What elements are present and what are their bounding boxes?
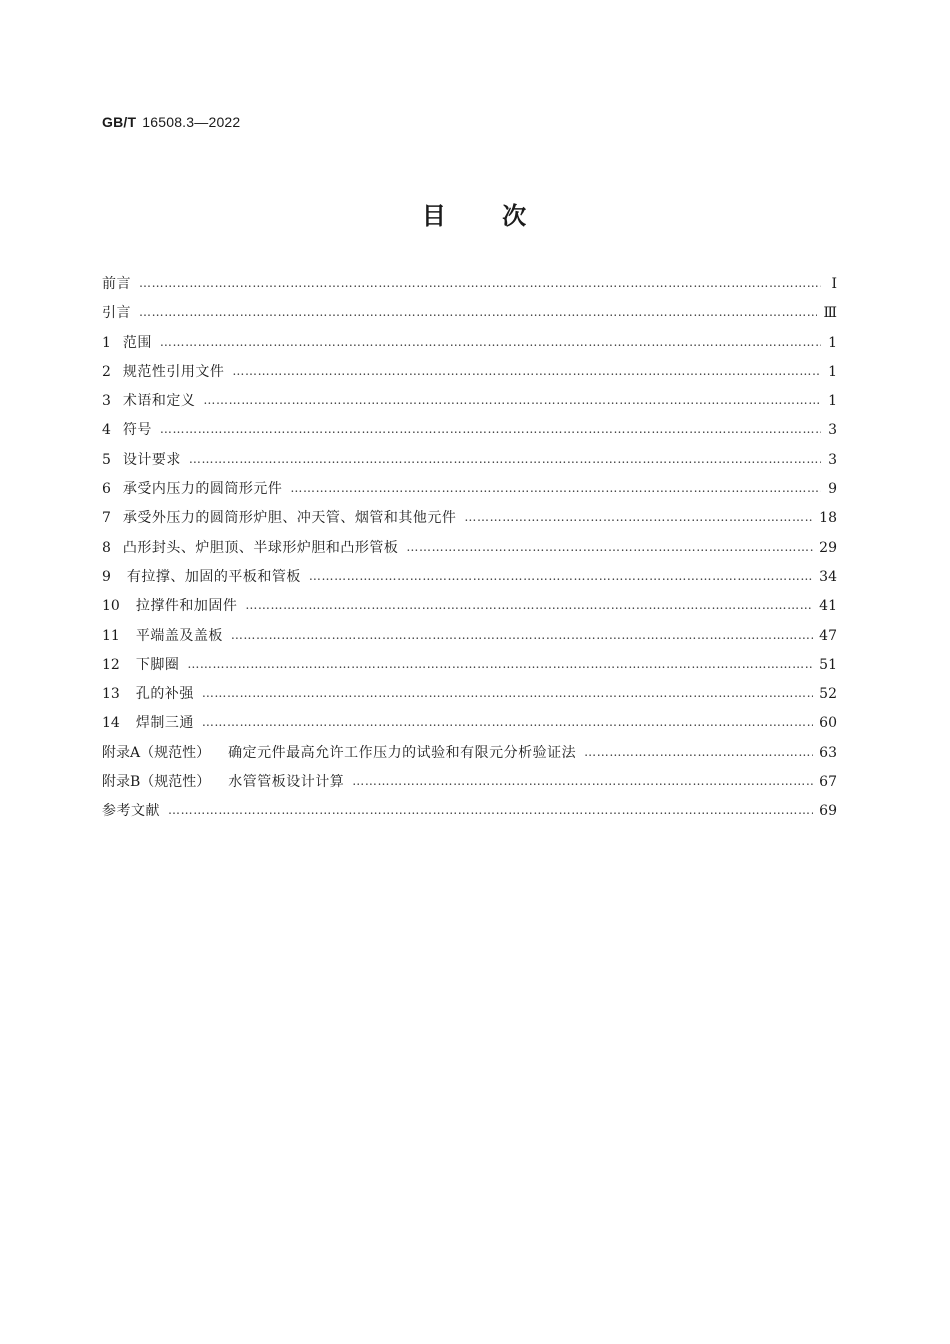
- toc-dot-leader: [202, 679, 813, 708]
- toc-entry-label: 拉撑件和加固件: [135, 598, 238, 615]
- toc-entry-label: 承受外压力的圆筒形炉胆、冲天管、烟管和其他元件: [122, 510, 457, 527]
- toc-dot-leader: [168, 796, 813, 825]
- toc-dot-leader: [139, 269, 821, 298]
- toc-entry-label: 术语和定义: [122, 393, 196, 410]
- toc-entry-number: 14: [102, 715, 120, 732]
- standard-code: [102, 114, 240, 130]
- toc-entry[interactable]: [102, 475, 837, 504]
- toc-entry-label: 确定元件最高允许工作压力的试验和有限元分析验证法: [228, 744, 577, 761]
- toc-entry-label: 水管管板设计计算: [228, 774, 345, 791]
- toc-entry-label: 引言: [102, 305, 131, 322]
- toc-entry-label: 承受内压力的圆筒形元件: [122, 481, 283, 498]
- toc-dot-leader: [203, 386, 821, 415]
- toc-dot-leader: [231, 621, 813, 650]
- toc-dot-leader: [406, 533, 813, 562]
- toc-entry[interactable]: [102, 358, 837, 387]
- toc-page-number: Ⅰ: [831, 276, 837, 292]
- toc-dot-leader: [160, 415, 821, 444]
- toc-entry[interactable]: [102, 651, 837, 680]
- toc-entry[interactable]: [102, 680, 837, 709]
- toc-page-number: 34: [819, 568, 837, 585]
- toc-dot-leader: [202, 708, 813, 737]
- toc-dot-leader: [245, 591, 813, 620]
- toc-entry-number: 13: [102, 686, 120, 703]
- toc-entry-label: 焊制三通: [135, 715, 194, 732]
- toc-entry[interactable]: [102, 416, 837, 445]
- toc-entry[interactable]: [102, 709, 837, 738]
- toc-page-number: 60: [819, 715, 837, 732]
- toc-entry-number: 9: [102, 568, 111, 585]
- toc-entry-number: 7: [102, 510, 111, 527]
- toc-dot-leader: [139, 298, 817, 327]
- toc-page-number: 3: [828, 451, 837, 468]
- toc-entry-label: 前言: [102, 276, 131, 292]
- toc-page-number: 47: [819, 627, 837, 644]
- toc-appendix-designation: 附录A（规范性）: [102, 744, 211, 761]
- toc-dot-leader: [309, 562, 813, 591]
- toc-page-number: 9: [828, 481, 837, 498]
- toc-entry[interactable]: [102, 270, 837, 299]
- toc-entry[interactable]: [102, 299, 837, 328]
- toc-dot-leader: [160, 328, 821, 357]
- toc-page-number: 3: [828, 422, 837, 439]
- toc-entry-label: 平端盖及盖板: [135, 627, 223, 644]
- standard-code-number: 16508.3—2022: [142, 114, 241, 130]
- toc-entry-label: 凸形封头、炉胆顶、半球形炉胆和凸形管板: [122, 539, 399, 556]
- toc-entry[interactable]: [102, 592, 837, 621]
- toc-page-number: 69: [819, 803, 837, 820]
- toc-entry-label: 下脚圈: [135, 656, 180, 673]
- toc-entry-number: 5: [102, 451, 111, 468]
- toc-entry[interactable]: [102, 563, 837, 592]
- toc-entry[interactable]: [102, 446, 837, 475]
- toc-page-number: 18: [819, 510, 837, 527]
- toc-entry-number: 1: [102, 334, 111, 351]
- toc-entry[interactable]: [102, 622, 837, 651]
- toc-dot-leader: [187, 650, 813, 679]
- page-title: 目 次: [421, 202, 529, 230]
- toc-page-number: 41: [819, 598, 837, 615]
- toc-entry-appendix[interactable]: [102, 768, 837, 797]
- toc-entry[interactable]: [102, 797, 837, 826]
- toc-entry-number: 3: [102, 393, 111, 410]
- toc-page-number: 52: [819, 686, 837, 703]
- toc-dot-leader: [352, 767, 813, 796]
- toc-page-number: Ⅲ: [823, 305, 837, 322]
- toc-entry[interactable]: [102, 329, 837, 358]
- toc-dot-leader: [189, 445, 821, 474]
- toc-entry-number: 12: [102, 656, 120, 673]
- toc-dot-leader: [584, 738, 813, 767]
- toc-entry-label: 规范性引用文件: [122, 363, 225, 380]
- toc-entry-number: 11: [102, 627, 120, 644]
- toc-dot-leader: [464, 503, 813, 532]
- toc-dot-leader: [232, 357, 821, 386]
- toc-page-number: 1: [828, 363, 837, 380]
- toc-entry-label: 孔的补强: [135, 686, 194, 703]
- toc-entry-label: 有拉撑、加固的平板和管板: [126, 568, 301, 585]
- table-of-contents: [102, 270, 837, 827]
- toc-page-number: 1: [828, 393, 837, 410]
- toc-page-number: 67: [819, 774, 837, 791]
- toc-entry-number: 2: [102, 363, 111, 380]
- toc-entry-number: 6: [102, 481, 111, 498]
- toc-entry-label: 参考文献: [102, 803, 160, 820]
- toc-entry-label: 符号: [122, 422, 152, 439]
- toc-entry[interactable]: [102, 504, 837, 533]
- toc-appendix-designation: 附录B（规范性）: [102, 774, 211, 791]
- toc-page-number: 63: [819, 744, 837, 761]
- toc-entry-number: 10: [102, 598, 120, 615]
- toc-entry-number: 4: [102, 422, 111, 439]
- toc-page-number: 1: [828, 334, 837, 351]
- toc-entry-label: 设计要求: [122, 451, 181, 468]
- toc-page-number: 29: [819, 539, 837, 556]
- standard-code-prefix: GB/T: [102, 114, 137, 130]
- toc-entry[interactable]: [102, 387, 837, 416]
- toc-entry-appendix[interactable]: [102, 739, 837, 768]
- toc-entry-label: 范围: [122, 334, 152, 351]
- toc-page-number: 51: [819, 656, 837, 673]
- toc-entry[interactable]: [102, 534, 837, 563]
- toc-entry-number: 8: [102, 539, 111, 556]
- toc-dot-leader: [290, 474, 821, 503]
